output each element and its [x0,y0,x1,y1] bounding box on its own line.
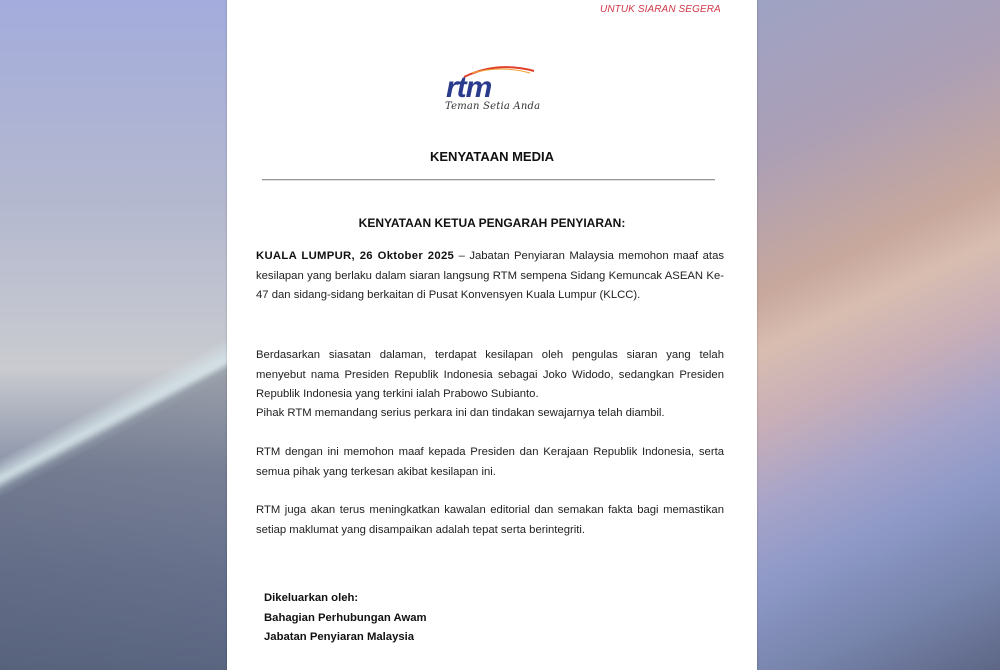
background-right [757,0,1000,670]
paragraph-4: RTM dengan ini memohon maaf kepada Presiden dan Kerajaan Republik Indonesia, serta semua pihak yang terkesan akibat kesilapan ini. [256,446,724,478]
svg-text:rtm: rtm [446,71,492,103]
title-divider [262,179,715,180]
paragraph-3: Pihak RTM memandang serius perkara ini dan tindakan sewajarnya telah diambil. [256,407,665,419]
press-release-page [227,0,757,670]
signoff-agency: Jabatan Penyiaran Malaysia [264,631,415,643]
urgent-release-label: UNTUK SIARAN SEGERA [600,4,721,15]
paragraph-1-text: – Jabatan Penyiaran Malaysia memohon maaf atas kesilapan yang berlaku dalam siaran langsung RTM sempena Sidang Kemuncak ASEAN Ke-47 dan sidang-sidang berkaitan di Pusat Konvensyen Kuala Lumpur (KLCC). [256,250,724,301]
signoff-department: Bahagian Perhubungan Awam [264,611,427,624]
paragraph-5: RTM juga akan terus meningkatkan kawalan editorial dan semakan fakta bagi memastikan setiap maklumat yang disampaikan adalah tepat serta berintegriti. [256,504,724,536]
rtm-logo-icon [442,63,542,103]
logo-tagline: Teman Setia Anda [445,101,541,112]
document-subtitle: KENYATAAN KETUA PENGARAH PENYIARAN: [358,216,626,230]
signoff-issued-by: Dikeluarkan oleh: [264,592,359,604]
dateline: KUALA LUMPUR, 26 Oktober 2025 [256,250,455,262]
signoff-block [264,589,427,648]
paragraph-1 [256,247,724,306]
background-left [0,0,227,670]
paragraph-2: Berdasarkan siasatan dalaman, terdapat kesilapan oleh pengulas siaran yang telah menyebut nama Presiden Republik Indonesia sebagai Joko Widodo, sedangkan Presiden Republik Indonesia yang terkini ialah Prabowo Subianto. [256,349,724,400]
document-title: KENYATAAN MEDIA [430,149,554,164]
rtm-logo [442,63,542,123]
